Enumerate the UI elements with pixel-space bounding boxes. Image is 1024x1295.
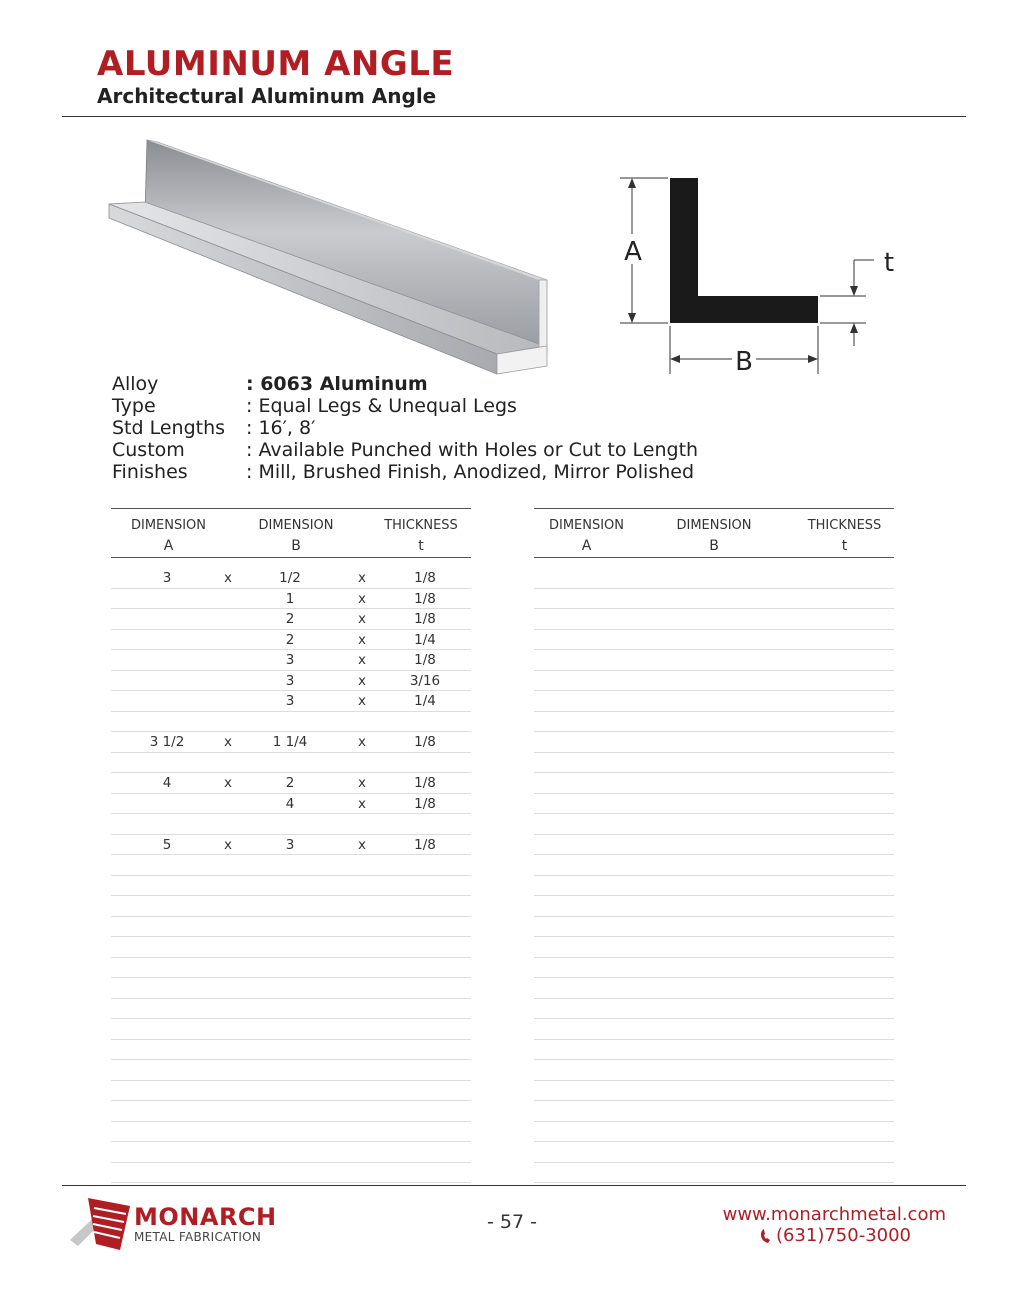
table-header — [111, 508, 471, 558]
header-line2: t — [841, 538, 848, 554]
table-row — [534, 855, 894, 876]
table-row — [111, 1081, 471, 1102]
table-row — [111, 712, 471, 733]
cell-dimension-b: 3 — [285, 672, 295, 689]
cell-times-2: x — [358, 734, 366, 750]
table-row — [111, 958, 471, 979]
header-dimension-a — [534, 516, 639, 556]
header-thickness — [371, 516, 471, 556]
table-row — [534, 835, 894, 856]
table-row — [111, 732, 471, 753]
table-row — [111, 814, 471, 835]
table-row — [111, 917, 471, 938]
aluminum-angle-image — [105, 138, 555, 380]
cell-dimension-a: 5 — [162, 836, 172, 853]
table-row — [534, 732, 894, 753]
table-row — [111, 1163, 471, 1184]
spec-row-std-lengths — [112, 417, 698, 439]
table-row — [534, 917, 894, 938]
table-row — [534, 1122, 894, 1143]
header-dimension-b — [236, 516, 356, 556]
cell-times-2: x — [358, 652, 366, 668]
cell-dimension-b: 3 — [285, 693, 295, 709]
table-row — [111, 589, 471, 610]
table-row — [534, 1060, 894, 1081]
table-row — [111, 876, 471, 897]
cell-dimension-b: 4 — [285, 795, 295, 812]
header-line2: B — [709, 538, 719, 554]
cell-thickness: 1/4 — [414, 693, 436, 709]
website-link[interactable]: www.monarchmetal.com — [722, 1204, 946, 1225]
table-row — [534, 712, 894, 733]
header-dimension-b — [654, 516, 774, 556]
cell-dimension-a: 4 — [162, 775, 172, 791]
spec-row-finishes — [112, 461, 698, 483]
table-row — [534, 773, 894, 794]
table-row — [111, 794, 471, 815]
spec-row-custom — [112, 439, 698, 461]
phone-icon — [760, 1228, 774, 1244]
table-row — [534, 671, 894, 692]
table-row — [534, 896, 894, 917]
table-row — [111, 855, 471, 876]
table-row — [111, 609, 471, 630]
header-line2: A — [163, 538, 174, 554]
table-row — [534, 568, 894, 589]
table-row — [534, 1142, 894, 1163]
cell-dimension-b: 2 — [285, 631, 295, 648]
cell-thickness: 1/8 — [414, 775, 436, 791]
table-row — [534, 589, 894, 610]
spec-label: Std Lengths — [112, 417, 226, 439]
spec-label: Type — [112, 395, 156, 417]
table-row — [534, 814, 894, 835]
table-row — [111, 999, 471, 1020]
cell-dimension-b: 1 1/4 — [272, 734, 308, 750]
table-row — [534, 794, 894, 815]
cell-dimension-b: 1 — [285, 590, 295, 607]
dimension-b-label: B — [735, 347, 753, 377]
cell-times-1: x — [224, 775, 232, 791]
header-line1: THICKNESS — [384, 518, 458, 533]
cell-dimension-b: 3 — [285, 652, 295, 668]
cell-times-2: x — [358, 672, 366, 689]
cell-thickness: 1/4 — [414, 631, 436, 648]
cell-dimension-b: 2 — [285, 611, 295, 627]
cell-times-1: x — [224, 734, 232, 750]
dimension-table-left — [111, 508, 471, 1183]
table-row — [111, 568, 471, 589]
spec-list — [112, 373, 698, 483]
table-row — [534, 1101, 894, 1122]
cell-times-2: x — [358, 631, 366, 648]
cell-dimension-a: 3 — [162, 570, 172, 586]
table-row — [111, 773, 471, 794]
spec-row-alloy — [112, 373, 698, 395]
thickness-t-label: t — [883, 248, 895, 278]
table-row — [534, 609, 894, 630]
phone-number: (631)750-3000 — [775, 1225, 911, 1246]
table-row — [111, 937, 471, 958]
spec-value: : Mill, Brushed Finish, Anodized, Mirror Polished — [246, 461, 695, 483]
header-line1: DIMENSION — [676, 518, 752, 533]
cell-dimension-b: 1/2 — [279, 570, 301, 586]
cell-dimension-a: 3 1/2 — [149, 734, 185, 750]
spec-label: Alloy — [112, 373, 159, 395]
cell-times-2: x — [358, 836, 366, 853]
header-divider — [62, 116, 966, 117]
profile-dimension-diagram — [612, 168, 902, 378]
cell-thickness: 1/8 — [414, 570, 436, 586]
table-row — [111, 650, 471, 671]
table-body-right — [534, 558, 894, 1183]
dimension-table-right — [534, 508, 894, 1183]
table-row — [111, 1142, 471, 1163]
spec-value: : Available Punched with Holes or Cut to Length — [246, 439, 699, 461]
cell-thickness: 1/8 — [414, 795, 436, 812]
header-line1: THICKNESS — [807, 518, 882, 533]
spec-label: Custom — [112, 439, 185, 461]
table-header — [534, 508, 894, 558]
header-thickness — [792, 516, 897, 556]
header-line1: DIMENSION — [258, 518, 334, 533]
table-row — [111, 1122, 471, 1143]
table-row — [534, 1081, 894, 1102]
table-row — [111, 1019, 471, 1040]
cell-times-2: x — [358, 775, 366, 791]
brand-name: MONARCH — [134, 1203, 277, 1231]
table-row — [534, 978, 894, 999]
cell-dimension-b: 2 — [285, 775, 295, 791]
table-body-left — [111, 558, 471, 1183]
table-row — [111, 1040, 471, 1061]
table-row — [111, 1101, 471, 1122]
spec-label: Finishes — [112, 461, 188, 483]
page-subtitle: Architectural Aluminum Angle — [97, 84, 437, 108]
spec-value: : 6063 Aluminum — [246, 373, 428, 395]
dimension-a-label: A — [624, 237, 642, 267]
table-row — [534, 876, 894, 897]
table-row — [111, 753, 471, 774]
table-row — [111, 671, 471, 692]
table-row — [534, 999, 894, 1020]
header-line1: DIMENSION — [130, 518, 207, 533]
cell-times-2: x — [358, 570, 366, 586]
page-number: - 57 - — [487, 1211, 537, 1233]
brand-subtitle: METAL FABRICATION — [134, 1230, 262, 1244]
header-line2: A — [581, 538, 592, 554]
table-row — [111, 896, 471, 917]
table-row — [534, 1040, 894, 1061]
header-line2: t — [418, 538, 424, 554]
cell-times-2: x — [358, 590, 366, 607]
angle-profile-shape — [670, 178, 818, 323]
footer-divider — [62, 1185, 966, 1186]
cell-thickness: 3/16 — [409, 672, 441, 689]
cell-times-2: x — [358, 693, 366, 709]
header-line2: B — [291, 538, 301, 554]
table-row — [111, 1060, 471, 1081]
table-row — [534, 958, 894, 979]
cell-thickness: 1/8 — [414, 590, 436, 607]
table-row — [534, 1019, 894, 1040]
table-row — [534, 1163, 894, 1184]
cell-thickness: 1/8 — [414, 611, 436, 627]
table-row — [534, 753, 894, 774]
page-title: ALUMINUM ANGLE — [97, 44, 455, 84]
table-row — [111, 835, 471, 856]
phone-contact[interactable] — [760, 1225, 911, 1246]
cell-thickness: 1/8 — [414, 734, 436, 750]
cell-times-2: x — [358, 611, 366, 627]
cell-times-2: x — [358, 795, 366, 812]
table-row — [534, 630, 894, 651]
header-line1: DIMENSION — [548, 518, 625, 533]
cell-times-1: x — [224, 836, 232, 853]
cell-thickness: 1/8 — [414, 652, 436, 668]
table-row — [534, 691, 894, 712]
table-row — [534, 650, 894, 671]
cell-times-1: x — [224, 570, 232, 586]
table-row — [111, 691, 471, 712]
table-row — [111, 630, 471, 651]
spec-value: : Equal Legs & Unequal Legs — [246, 395, 517, 417]
spec-row-type — [112, 395, 698, 417]
header-dimension-a — [111, 516, 226, 556]
table-row — [111, 978, 471, 999]
cell-dimension-b: 3 — [285, 836, 295, 853]
table-row — [534, 937, 894, 958]
cell-thickness: 1/8 — [414, 836, 436, 853]
spec-value: : 16′, 8′ — [246, 417, 316, 439]
